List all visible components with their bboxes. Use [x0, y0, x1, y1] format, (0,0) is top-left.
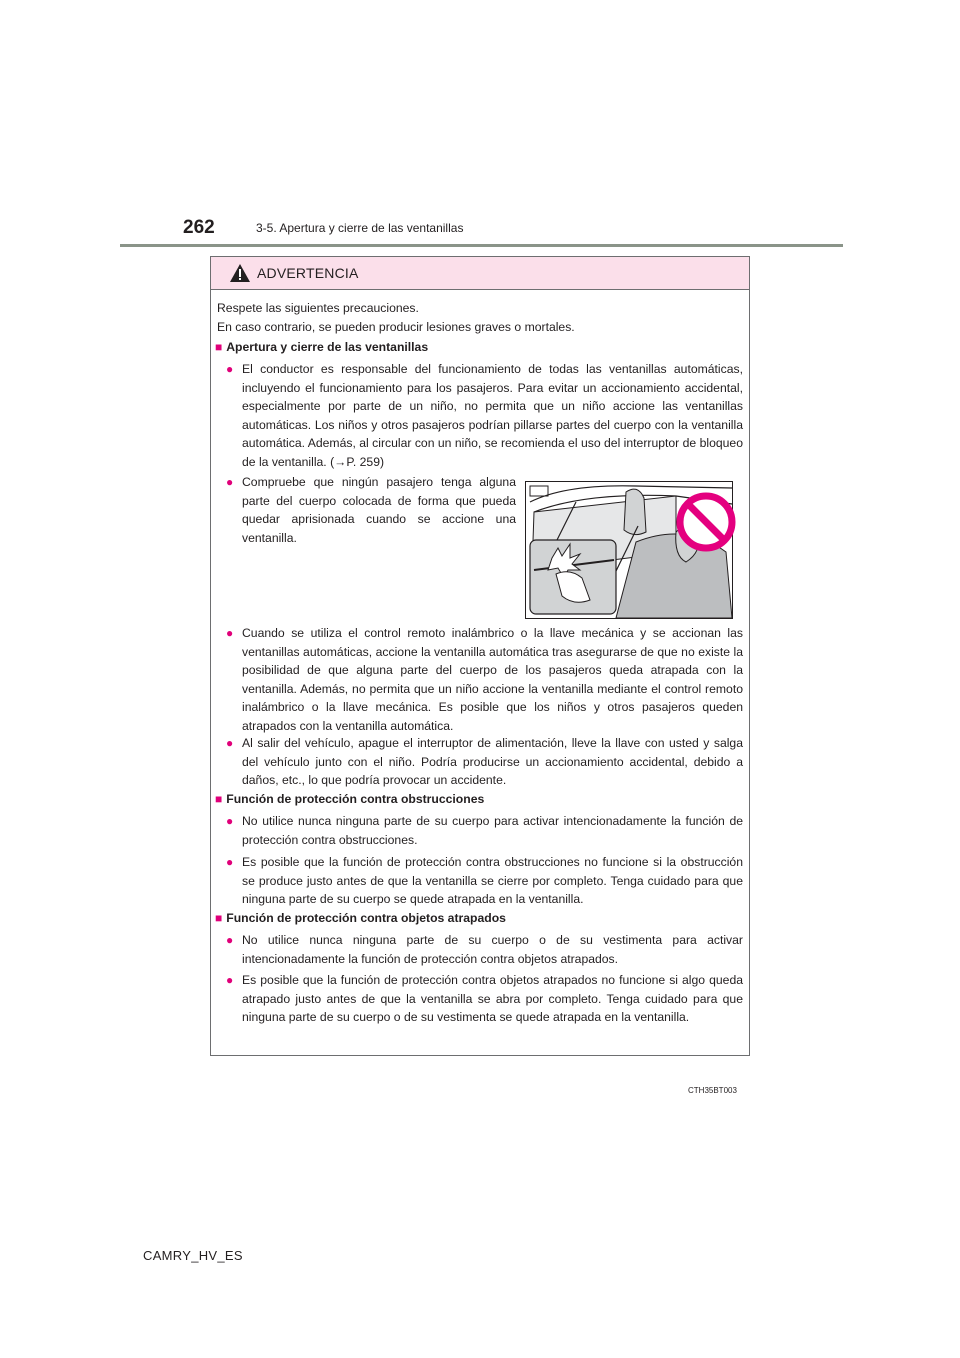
- list-item-text: Al salir del vehículo, apague el interruptor de alimentación, lleve la llave con usted y salga del vehículo junto con el niño. Podría producirse un accionamiento accidental, debido a daños, etc., lo que podría provocar un accidente.: [242, 736, 743, 788]
- bullet-circle-icon: ●: [226, 855, 234, 869]
- warning-triangle-icon: [229, 263, 251, 283]
- bullet-circle-icon: ●: [226, 973, 234, 987]
- intro-line-1: Respete las siguientes precauciones.: [217, 301, 419, 315]
- window-pinch-illustration: [526, 482, 732, 618]
- bullet-circle-icon: ●: [226, 626, 234, 640]
- section-heading: [215, 340, 428, 354]
- document-code: CAMRY_HV_ES: [143, 1248, 243, 1263]
- page-header: [183, 217, 843, 247]
- section-square-icon: ■: [215, 340, 223, 354]
- bullet-circle-icon: ●: [226, 814, 234, 828]
- section-heading: [215, 911, 506, 925]
- warning-title: ADVERTENCIA: [257, 265, 359, 281]
- section-heading: [215, 792, 484, 806]
- list-item-text: No utilice nunca ninguna parte de su cuerpo o de su vestimenta para activar intencionadamente la función de protección contra objetos atrapados.: [242, 933, 743, 966]
- intro-line-2: En caso contrario, se pueden producir lesiones graves o mortales.: [217, 319, 575, 334]
- bullet-circle-icon: ●: [226, 475, 234, 489]
- prohibition-icon: [680, 496, 732, 548]
- list-item-text: El conductor es responsable del funcionamiento de todas las ventanillas automáticas, incluyendo el funcionamiento para los pasajeros. Para evitar un accionamiento accidental, especialmente por parte de un niño, no permita que un niño accione las ventanillas automáticas. Los niños y otros pasajeros podrían pillarse partes del cuerpo con la ventanilla automática. Además, al circular con un niño, se recomienda el uso del interruptor de bloqueo de la ventanilla. (→P. 259): [242, 362, 743, 469]
- illustration-window-pinch: [525, 481, 737, 1095]
- list-item-text: Es posible que la función de protección contra obstrucciones no funcione si la obstrucción se produce justo antes de que la ventanilla se cierre por completo. Tenga cuidado para que ninguna parte de su cuerpo se quede atrapada en la ventanilla.: [242, 855, 743, 907]
- bullet-circle-icon: ●: [226, 362, 234, 376]
- section-title: 3-5. Apertura y cierre de las ventanillas: [256, 221, 464, 235]
- section-heading-text: Apertura y cierre de las ventanillas: [226, 340, 429, 354]
- section-square-icon: ■: [215, 911, 223, 925]
- warning-intro: [217, 299, 737, 336]
- page-number: 262: [183, 217, 215, 238]
- bullet-circle-icon: ●: [226, 736, 234, 750]
- bullet-circle-icon: ●: [226, 933, 234, 947]
- list-item-text: Es posible que la función de protección contra objetos atrapados no funcione si algo queda atrapado justo antes de que la ventanilla se abra por completo. Tenga cuidado para que ninguna parte de su cuerpo o de su vestimenta se quede atrapada en la ventanilla.: [242, 973, 743, 1025]
- section-square-icon: ■: [215, 792, 223, 806]
- section-heading-text: Función de protección contra objetos atrapados: [226, 911, 506, 925]
- list-item-text: No utilice nunca ninguna parte de su cuerpo para activar intencionadamente la función de protección contra obstrucciones.: [242, 814, 743, 847]
- list-item-text: Compruebe que ningún pasajero tenga alguna parte del cuerpo colocada de forma que pueda quedar aprisionada cuando se accione una ventanilla.: [242, 475, 516, 545]
- warning-header: [211, 257, 749, 290]
- figure-code: CTH35BT003: [688, 1086, 737, 1095]
- section-heading-text: Función de protección contra obstrucciones: [226, 792, 485, 806]
- list-item-text: Cuando se utiliza el control remoto inalámbrico o la llave mecánica y se accionan las ventanillas automáticas, accione la ventanilla automática tras asegurarse de que no existe la posibilidad de que alguna parte del cuerpo de los pasajeros queda atrapada con la ventanilla. Además, no permita que un niño accione la ventanilla mediante el control remoto inalámbrico o la llave mecánica. Es posible que los niños y otros pasajeros queden atrapados con la ventanilla automática.: [242, 626, 743, 733]
- header-divider: [120, 244, 843, 247]
